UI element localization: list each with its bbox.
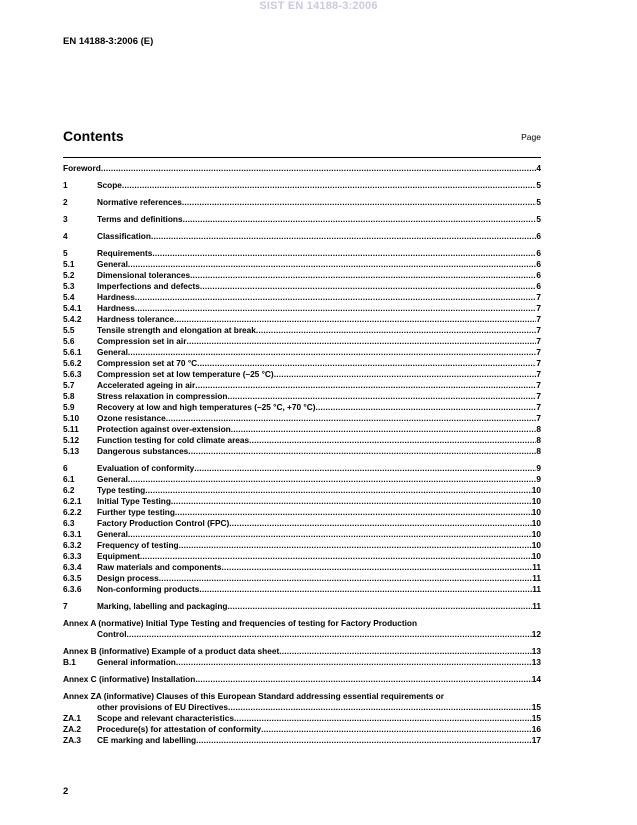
leader-dots <box>127 629 532 640</box>
leader-dots <box>188 446 536 457</box>
leader-dots <box>174 314 536 325</box>
entry-number: 6.2.1 <box>63 496 82 506</box>
leader-dots <box>229 518 531 529</box>
entry-number: 6.3.3 <box>63 551 82 561</box>
leader-dots <box>231 424 537 435</box>
entry-number: 5.6.2 <box>63 358 82 368</box>
toc-entry[interactable] <box>63 518 541 529</box>
leader-dots <box>159 573 532 584</box>
toc-entry[interactable] <box>63 657 541 668</box>
toc-entry[interactable] <box>63 584 541 595</box>
entry-number: 5.6.1 <box>63 347 82 357</box>
toc-entry[interactable] <box>63 485 541 496</box>
title-rule <box>63 157 541 158</box>
document-id: EN 14188-3:2006 (E) <box>63 36 154 47</box>
entry-page: 7 <box>536 292 541 302</box>
entry-page: 7 <box>536 303 541 313</box>
leader-dots <box>179 540 532 551</box>
toc-main-entries <box>63 163 541 612</box>
leader-dots <box>186 336 536 347</box>
entry-title: Evaluation of conformity <box>97 463 195 473</box>
entry-title: Compression set at low temperature (–25 °C) <box>97 369 274 379</box>
leader-dots <box>128 347 536 358</box>
leader-dots <box>249 435 536 446</box>
entry-number: 5.1 <box>63 259 75 269</box>
leader-dots <box>228 702 532 713</box>
entry-page: 7 <box>536 369 541 379</box>
toc-entry[interactable] <box>63 303 541 314</box>
leader-dots <box>200 281 537 292</box>
leader-dots <box>176 657 532 668</box>
entry-page: 9 <box>536 474 541 484</box>
leader-dots <box>228 391 537 402</box>
toc-entry[interactable] <box>63 369 541 380</box>
entry-page: 4 <box>536 163 541 173</box>
entry-title: Non-conforming products <box>97 584 200 594</box>
entry-page: 10 <box>531 507 541 517</box>
entry-page: 5 <box>536 197 541 207</box>
leader-dots <box>316 402 537 413</box>
entry-page: 11 <box>532 584 541 594</box>
entry-page: 11 <box>532 601 541 611</box>
entry-title: Procedure(s) for attestation of conformity <box>97 724 262 734</box>
entry-page: 15 <box>531 713 541 723</box>
entry-title: Imperfections and defects <box>97 281 200 291</box>
entry-title: Recovery at low and high temperatures (–25 °C, +70 °C) <box>97 402 316 412</box>
entry-title: General <box>97 529 128 539</box>
toc-entry[interactable] <box>63 601 541 612</box>
leader-dots <box>199 584 532 595</box>
leader-dots <box>222 562 533 573</box>
leader-dots <box>135 303 537 314</box>
toc-entry[interactable] <box>63 735 541 746</box>
annex-za-title-cont: other provisions of EU Directives <box>97 702 228 712</box>
page-number: 2 <box>63 786 69 797</box>
entry-number: 1 <box>63 180 68 190</box>
entry-number: ZA.1 <box>63 713 81 723</box>
entry-page: 10 <box>531 529 541 539</box>
entry-number: 5.11 <box>63 424 79 434</box>
entry-number: ZA.3 <box>63 735 81 745</box>
leader-dots <box>152 248 536 259</box>
leader-dots <box>128 259 536 270</box>
entry-page: 6 <box>536 231 541 241</box>
entry-title: Hardness <box>97 292 135 302</box>
entry-page: 16 <box>531 724 541 734</box>
toc-entry[interactable] <box>63 325 541 336</box>
toc-entry[interactable] <box>63 281 541 292</box>
entry-number: 6.3.6 <box>63 584 82 594</box>
toc-annex-a[interactable] <box>63 618 541 640</box>
entry-title: Hardness tolerance <box>97 314 175 324</box>
toc-entry[interactable] <box>63 391 541 402</box>
entry-number: 5 <box>63 248 68 258</box>
toc-entry[interactable] <box>63 551 541 562</box>
entry-number: 6.2 <box>63 485 75 495</box>
entry-number: 5.4.1 <box>63 303 82 313</box>
entry-page: 6 <box>536 281 541 291</box>
leader-dots <box>183 214 537 225</box>
annex-za-page: 15 <box>531 702 541 712</box>
leader-dots <box>190 270 536 281</box>
toc-entry[interactable] <box>63 529 541 540</box>
entry-number: B.1 <box>63 657 76 667</box>
entry-title: Function testing for cold climate areas <box>97 435 250 445</box>
entry-title: Equipment <box>97 551 140 561</box>
entry-title: Accelerated ageing in air <box>97 380 196 390</box>
leader-dots <box>196 735 532 746</box>
entry-number: 3 <box>63 214 68 224</box>
entry-number: 5.6 <box>63 336 75 346</box>
entry-number: 6.3.4 <box>63 562 82 572</box>
entry-number: 5.9 <box>63 402 75 412</box>
entry-page: 10 <box>531 485 541 495</box>
annex-a-page: 12 <box>531 629 541 639</box>
entry-title: Hardness <box>97 303 135 313</box>
leader-dots <box>261 724 532 735</box>
leader-dots <box>234 713 532 724</box>
toc-entry[interactable] <box>63 292 541 303</box>
leader-dots <box>175 507 532 518</box>
entry-page: 5 <box>536 180 541 190</box>
annex-b-title: Annex B (informative) Example of a product data sheet <box>63 646 280 656</box>
leader-dots <box>182 197 537 208</box>
annex-a-title-cont: Control <box>97 629 127 639</box>
annex-za-title: Annex ZA (informative) Clauses of this European Standard addressing essential requirements or <box>63 691 444 701</box>
entry-page: 6 <box>536 270 541 280</box>
entry-page: 8 <box>536 446 541 456</box>
entry-page: 17 <box>531 735 541 745</box>
entry-number: 6.3.1 <box>63 529 82 539</box>
entry-page: 7 <box>536 347 541 357</box>
entry-page: 7 <box>536 314 541 324</box>
toc-entry[interactable] <box>63 380 541 391</box>
leader-dots <box>128 529 532 540</box>
toc-annex-za[interactable] <box>63 691 541 746</box>
toc-entry[interactable] <box>63 197 541 208</box>
entry-title: Frequency of testing <box>97 540 179 550</box>
entry-page: 7 <box>536 336 541 346</box>
entry-title: Foreword <box>63 163 101 173</box>
entry-title: Tensile strength and elongation at break <box>97 325 256 335</box>
entry-number: 6.3.5 <box>63 573 82 583</box>
watermark: SIST EN 14188-3:2006 <box>259 0 378 12</box>
entry-title: General <box>97 259 128 269</box>
entry-page: 10 <box>531 496 541 506</box>
toc-annex-c[interactable] <box>63 674 541 685</box>
entry-number: 6.3 <box>63 518 75 528</box>
toc-annex-b[interactable] <box>63 646 541 668</box>
entry-page: 9 <box>536 463 541 473</box>
toc-entry[interactable] <box>63 507 541 518</box>
entry-page: 13 <box>531 657 541 667</box>
toc-entry[interactable] <box>63 163 541 174</box>
entry-title: Compression set in air <box>97 336 187 346</box>
toc-entry[interactable] <box>63 562 541 573</box>
toc-entry[interactable] <box>63 413 541 424</box>
toc-entry[interactable] <box>63 446 541 457</box>
leader-dots <box>195 674 531 685</box>
entry-page: 10 <box>531 540 541 550</box>
entry-title: Ozone resistance <box>97 413 166 423</box>
entry-page: 5 <box>536 214 541 224</box>
toc-entry[interactable] <box>63 347 541 358</box>
toc-entry[interactable] <box>63 474 541 485</box>
entry-title: Scope <box>97 180 122 190</box>
entry-page: 8 <box>536 424 541 434</box>
entry-number: 5.3 <box>63 281 75 291</box>
entry-title: Further type testing <box>97 507 175 517</box>
toc-entry[interactable] <box>63 402 541 413</box>
toc-entry[interactable] <box>63 314 541 325</box>
toc-entry[interactable] <box>63 336 541 347</box>
leader-dots <box>122 180 536 191</box>
entry-title: General information <box>97 657 176 667</box>
entry-title: Initial Type Testing <box>97 496 171 506</box>
leader-dots <box>274 369 537 380</box>
entry-title: Classification <box>97 231 151 241</box>
entry-page: 11 <box>532 562 541 572</box>
entry-page: 10 <box>531 518 541 528</box>
entry-page: 7 <box>536 391 541 401</box>
toc-entry[interactable] <box>63 248 541 259</box>
leader-dots <box>101 163 537 174</box>
entry-number: 4 <box>63 231 68 241</box>
entry-number: 5.5 <box>63 325 75 335</box>
entry-page: 7 <box>536 380 541 390</box>
entry-number: 6 <box>63 463 68 473</box>
leader-dots <box>227 601 532 612</box>
entry-title: Dangerous substances <box>97 446 189 456</box>
toc-entry[interactable] <box>63 724 541 735</box>
entry-title: Requirements <box>97 248 153 258</box>
entry-title: Stress relaxation in compression <box>97 391 228 401</box>
entry-number: 5.12 <box>63 435 80 445</box>
entry-page: 10 <box>531 551 541 561</box>
leader-dots <box>256 325 536 336</box>
leader-dots <box>279 646 532 657</box>
entry-number: 6.3.2 <box>63 540 82 550</box>
entry-page: 7 <box>536 413 541 423</box>
leader-dots <box>145 485 532 496</box>
entry-number: 5.13 <box>63 446 80 456</box>
entry-number: 2 <box>63 197 68 207</box>
entry-number: 6.1 <box>63 474 75 484</box>
toc-entry[interactable] <box>63 573 541 584</box>
toc-entry[interactable] <box>63 435 541 446</box>
page-column-label: Page <box>521 132 541 142</box>
annex-c-title: Annex C (informative) Installation <box>63 674 196 684</box>
entry-title: Protection against over-extension <box>97 424 231 434</box>
annex-c-page: 14 <box>531 674 541 684</box>
entry-number: 7 <box>63 601 68 611</box>
entry-number: 5.4.2 <box>63 314 82 324</box>
entry-title: Normative references <box>97 197 182 207</box>
entry-title: General <box>97 474 128 484</box>
toc-entry[interactable] <box>63 180 541 191</box>
entry-number: 5.2 <box>63 270 75 280</box>
entry-page: 8 <box>536 435 541 445</box>
toc-entry[interactable] <box>63 358 541 369</box>
entry-title: Design process <box>97 573 159 583</box>
toc-entry[interactable] <box>63 424 541 435</box>
entry-page: 6 <box>536 248 541 258</box>
toc-entry[interactable] <box>63 259 541 270</box>
leader-dots <box>140 551 532 562</box>
leader-dots <box>194 463 536 474</box>
entry-number: 5.8 <box>63 391 75 401</box>
toc-entry[interactable] <box>63 231 541 242</box>
leader-dots <box>195 380 536 391</box>
entry-title: Terms and definitions <box>97 214 183 224</box>
toc-entry[interactable] <box>63 496 541 507</box>
entry-page: 6 <box>536 259 541 269</box>
entry-page: 7 <box>536 325 541 335</box>
leader-dots <box>197 358 536 369</box>
entry-number: 5.6.3 <box>63 369 82 379</box>
entry-title: Marking, labelling and packaging <box>97 601 228 611</box>
leader-dots <box>151 231 536 242</box>
toc-entry[interactable] <box>63 214 541 225</box>
toc-entry[interactable] <box>63 540 541 551</box>
annex-b-page: 13 <box>531 646 541 656</box>
table-of-contents <box>63 163 541 746</box>
entry-title: Compression set at 70 °C <box>97 358 198 368</box>
leader-dots <box>135 292 537 303</box>
entry-title: Type testing <box>97 485 146 495</box>
entry-number: ZA.2 <box>63 724 81 734</box>
entry-number: 5.10 <box>63 413 80 423</box>
entry-title: Factory Production Control (FPC) <box>97 518 230 528</box>
annex-za-subentries <box>63 713 541 746</box>
toc-entry[interactable] <box>63 270 541 281</box>
leader-dots <box>171 496 532 507</box>
entry-number: 5.4 <box>63 292 75 302</box>
toc-entry[interactable] <box>63 713 541 724</box>
annex-a-title: Annex A (normative) Initial Type Testing and frequencies of testing for Factory Production <box>63 618 418 628</box>
entry-title: Dimensional tolerances <box>97 270 191 280</box>
entry-page: 11 <box>532 573 541 583</box>
entry-title: General <box>97 347 128 357</box>
entry-page: 7 <box>536 402 541 412</box>
entry-page: 7 <box>536 358 541 368</box>
toc-entry[interactable] <box>63 463 541 474</box>
entry-title: CE marking and labelling <box>97 735 197 745</box>
entry-number: 6.2.2 <box>63 507 82 517</box>
entry-title: Scope and relevant characteristics <box>97 713 234 723</box>
leader-dots <box>166 413 537 424</box>
entry-number: 5.7 <box>63 380 75 390</box>
entry-title: Raw materials and components <box>97 562 222 572</box>
page-title: Contents <box>63 128 124 144</box>
leader-dots <box>128 474 536 485</box>
